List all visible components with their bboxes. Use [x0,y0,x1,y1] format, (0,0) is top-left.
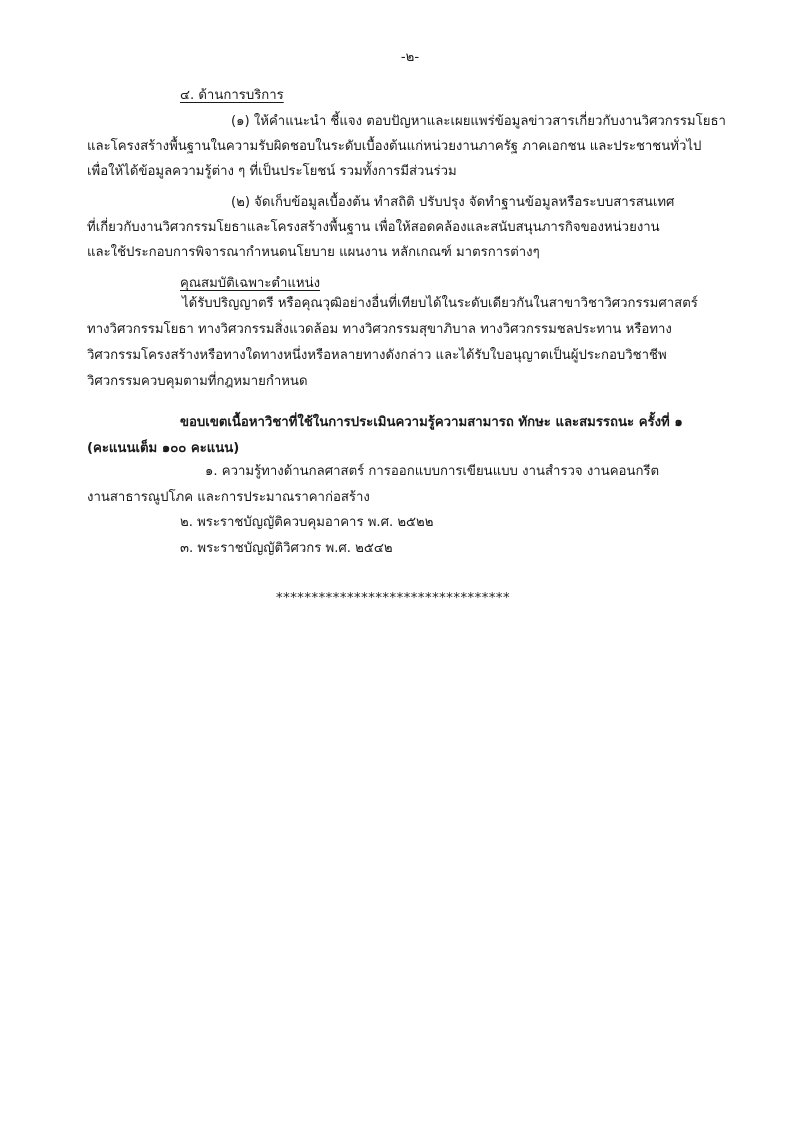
qualifications-line3: วิศวกรรมโครงสร้างหรือทางใดทางหนึ่งหรือหลายทางดังกล่าว และได้รับใบอนุญาตเป็นผู้ประกอบวิชาชีพ [87,348,667,363]
service-item2-line3: และใช้ประกอบการพิจารณากำหนดนโยบาย แผนงาน หลักเกณฑ์ มาตรการต่างๆ [87,245,540,260]
scope-item1-line1: ๑. ความรู้ทางด้านกลศาสตร์ การออกแบบการเขียนแบบ งานสำรวจ งานคอนกรีต [205,464,660,479]
qualifications-line2: ทางวิศวกรรมโยธา ทางวิศวกรรมสิ่งแวดล้อม ทางวิศวกรรมสุขาภิบาล ทางวิศวกรรมชลประทาน หรือทาง [87,322,672,337]
qualifications-heading: คุณสมบัติเฉพาะตำแหน่ง [180,276,321,291]
page-number: -๒- [400,50,420,65]
scope-heading-line2: (คะแนนเต็ม ๑๐๐ คะแนน) [87,441,240,456]
end-marker: ********************************* [276,591,511,606]
service-item1-line1: (๑) ให้คำแนะนำ ชี้แจง ตอบปัญหาและเผยแพร่ข้อมูลข่าวสารเกี่ยวกับงานวิศวกรรมโยธา [231,114,726,129]
scope-heading-line1: ขอบเขตเนื้อหาวิชาที่ใช้ในการประเมินความรู้ความสามารถ ทักษะ และสมรรถนะ ครั้งที่ ๑ [180,415,683,430]
qualifications-line1: ได้รับปริญญาตรี หรือคุณวุฒิอย่างอื่นที่เทียบได้ในระดับเดียวกันในสาขาวิชาวิศวกรรมศาสตร์ [182,296,698,311]
scope-item3: ๓. พระราชบัญญัติวิศวกร พ.ศ. ๒๕๔๒ [180,541,393,556]
scope-item1-line2: งานสาธารณูปโภค และการประมาณราคาก่อสร้าง [87,490,370,505]
service-item1-line2: และโครงสร้างพื้นฐานในความรับผิดชอบในระดับเบื้องต้นแก่หน่วยงานภาครัฐ ภาคเอกชน และประชาชนทั่วไป [87,139,702,154]
qualifications-line4: วิศวกรรมควบคุมตามที่กฎหมายกำหนด [87,374,308,389]
service-item2-line2: ที่เกี่ยวกับงานวิศวกรรมโยธาและโครงสร้างพื้นฐาน เพื่อให้สอดคล้องและสนับสนุนภารกิจของหน่วยงาน [87,220,660,235]
service-item2-line1: (๒) จัดเก็บข้อมูลเบื้องต้น ทำสถิติ ปรับปรุง จัดทำฐานข้อมูลหรือระบบสารสนเทศ [231,195,675,210]
service-item1-line3: เพื่อให้ได้ข้อมูลความรู้ต่าง ๆ ที่เป็นประโยชน์ รวมทั้งการมีส่วนร่วม [87,164,457,179]
service-section-heading: ๔. ด้านการบริการ [180,88,284,103]
scope-item2: ๒. พระราชบัญญัติควบคุมอาคาร พ.ศ. ๒๕๒๒ [180,515,434,530]
